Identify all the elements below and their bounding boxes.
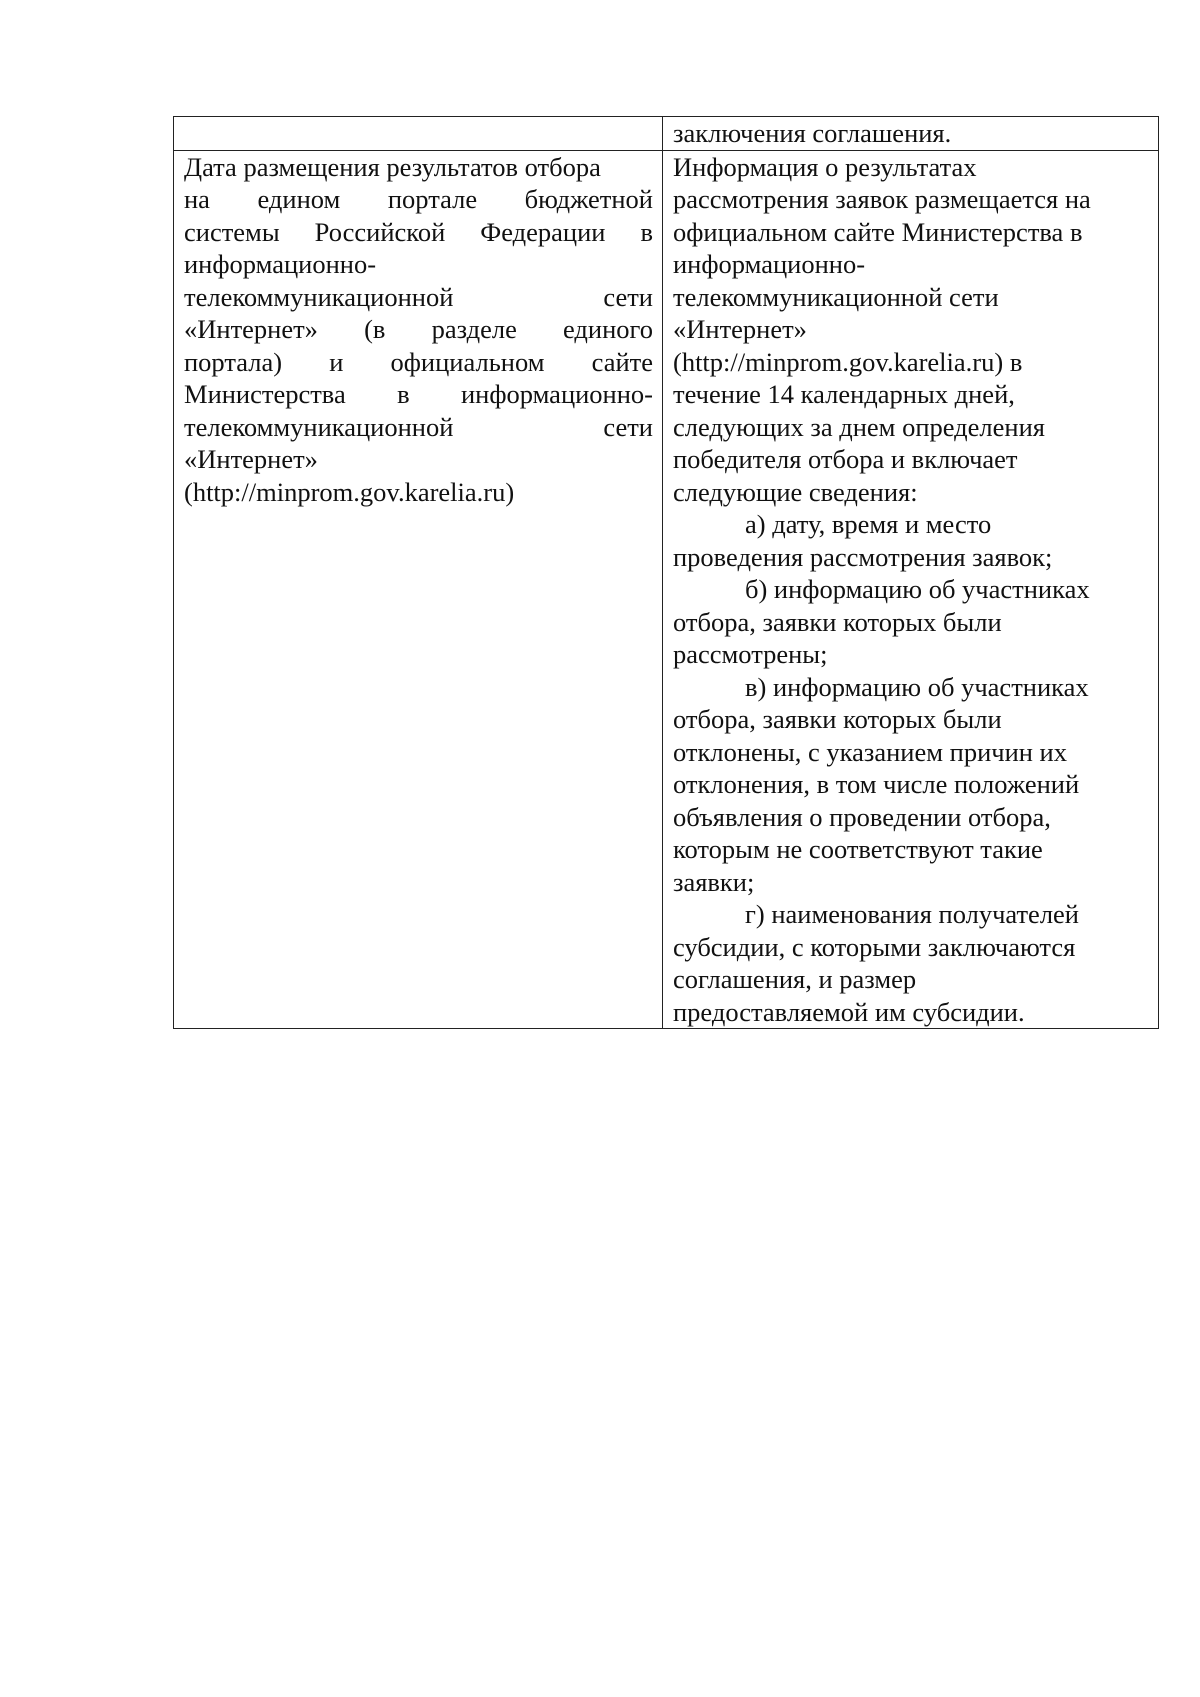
label-line: (http://minprom.gov.karelia.ru) — [184, 476, 515, 507]
list-item-b-continuation: рассмотрены; — [673, 639, 828, 669]
description-line: следующие сведения: — [673, 476, 918, 507]
label-line: Дата размещения результатов отбора — [184, 151, 601, 182]
label-line: на едином портале бюджетной — [184, 184, 653, 214]
list-item-c-continuation: отклонены, с указанием причин их — [673, 736, 1067, 767]
list-item-c-continuation: отклонения, в том числе положений — [673, 769, 1080, 799]
label-line: «Интернет» — [184, 444, 318, 474]
label-line: «Интернет» (в разделе единого — [184, 314, 653, 344]
description-line: Информация о результатах — [673, 151, 977, 182]
description-line: течение 14 календарных дней, — [673, 379, 1015, 409]
list-item-c: в) информацию об участниках — [745, 671, 1089, 702]
cell-text-line: заключения соглашения. — [673, 118, 952, 148]
label-line: портала) и официальном сайте — [184, 346, 653, 377]
label-line: системы Российской Федерации в — [184, 216, 653, 247]
label-line: телекоммуникационной сети — [184, 411, 653, 442]
label-line: телекоммуникационной сети — [184, 281, 653, 312]
description-line: победителя отбора и включает — [673, 444, 1018, 474]
list-item-b-continuation: отбора, заявки которых были — [673, 606, 1002, 637]
description-line: (http://minprom.gov.karelia.ru) в — [673, 346, 1023, 377]
table-row — [174, 150, 1159, 1029]
list-item-c-continuation: которым не соответствуют такие — [673, 834, 1043, 864]
list-item-d-continuation: предоставляемой им субсидии. — [673, 996, 1025, 1027]
list-item-a: а) дату, время и место — [745, 509, 992, 539]
description-line: следующих за днем определения — [673, 411, 1045, 442]
list-item-d-continuation: субсидии, с которыми заключаются — [673, 931, 1076, 962]
label-line: Министерства в информационно- — [184, 379, 653, 409]
description-line: информационно- — [673, 249, 866, 279]
list-item-d: г) наименования получателей — [745, 899, 1079, 929]
label-line: информационно- — [184, 249, 377, 279]
description-line: официальном сайте Министерства в — [673, 216, 1083, 247]
description-line: телекоммуникационной сети — [673, 281, 999, 312]
description-line: «Интернет» — [673, 314, 807, 344]
table-cell-label — [174, 150, 663, 1029]
table-row — [174, 117, 1159, 151]
description-line: рассмотрения заявок размещается на — [673, 184, 1091, 214]
table-cell-continuation — [663, 117, 1159, 151]
list-item-c-continuation: заявки; — [673, 866, 755, 897]
list-item-a-continuation: проведения рассмотрения заявок; — [673, 541, 1053, 572]
table-cell-description — [663, 150, 1159, 1029]
results-table — [173, 116, 1159, 1029]
list-item-d-continuation: соглашения, и размер — [673, 964, 917, 994]
list-item-b: б) информацию об участниках — [745, 574, 1090, 604]
list-item-c-continuation: отбора, заявки которых были — [673, 704, 1002, 734]
table-cell-empty — [174, 117, 663, 151]
list-item-c-continuation: объявления о проведении отбора, — [673, 801, 1051, 832]
